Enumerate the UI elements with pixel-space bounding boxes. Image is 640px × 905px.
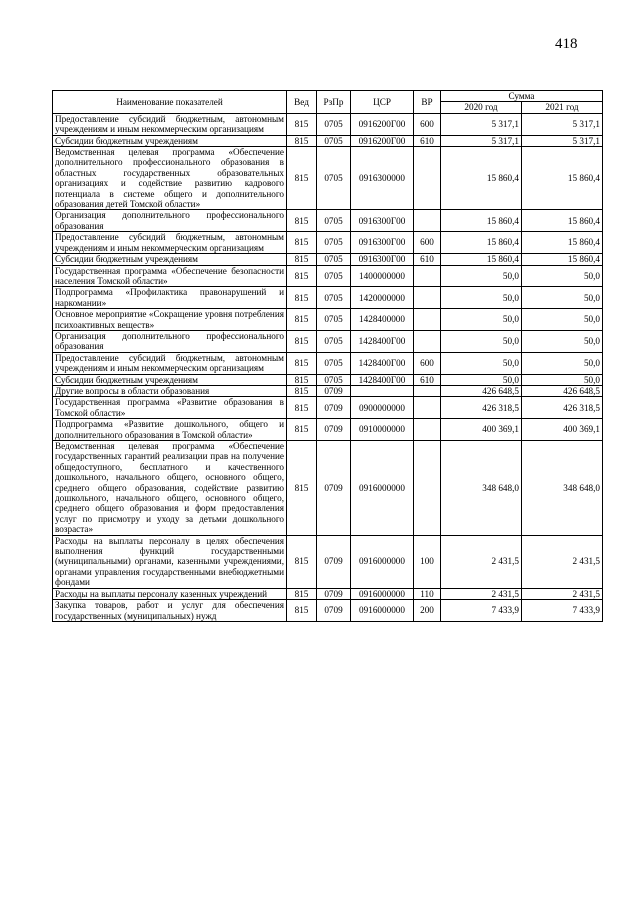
cell-sum-2021: 2 431,5 xyxy=(522,588,603,599)
table-row xyxy=(53,147,603,210)
cell-csr: 0916300Г00 xyxy=(351,254,414,265)
table-row xyxy=(53,397,603,419)
cell-sum-2021: 50,0 xyxy=(522,352,603,374)
cell-sum-2021: 50,0 xyxy=(522,265,603,287)
cell-csr: 1428400000 xyxy=(351,309,414,331)
cell-csr: 0916200Г00 xyxy=(351,135,414,146)
cell-name: Организация дополнительного профессионального образования xyxy=(53,330,287,352)
cell-vr: 100 xyxy=(414,535,441,588)
cell-ved: 815 xyxy=(287,535,317,588)
cell-vr xyxy=(414,385,441,396)
cell-csr: 0916300Г00 xyxy=(351,232,414,254)
cell-ved: 815 xyxy=(287,147,317,210)
budget-table xyxy=(52,90,603,622)
table-row xyxy=(53,265,603,287)
cell-name: Подпрограмма «Развитие дошкольного, общего и дополнительного образования в Томской области» xyxy=(53,419,287,441)
cell-sum-2021: 7 433,9 xyxy=(522,600,603,622)
cell-csr: 0910000000 xyxy=(351,419,414,441)
cell-name: Организация дополнительного профессионального образования xyxy=(53,210,287,232)
cell-name: Подпрограмма «Профилактика правонарушений и наркомании» xyxy=(53,287,287,309)
cell-vr xyxy=(414,419,441,441)
cell-vr xyxy=(414,210,441,232)
cell-rzpr: 0709 xyxy=(317,419,351,441)
table-row xyxy=(53,441,603,536)
table-body xyxy=(53,113,603,621)
cell-csr: 1428400Г00 xyxy=(351,352,414,374)
cell-rzpr: 0705 xyxy=(317,135,351,146)
cell-rzpr: 0709 xyxy=(317,600,351,622)
cell-vr: 200 xyxy=(414,600,441,622)
cell-name: Расходы на выплаты персоналу казенных учреждений xyxy=(53,588,287,599)
cell-ved: 815 xyxy=(287,254,317,265)
cell-name: Государственная программа «Развитие образования в Томской области» xyxy=(53,397,287,419)
cell-sum-2020: 15 860,4 xyxy=(441,254,522,265)
cell-sum-2020: 348 648,0 xyxy=(441,441,522,536)
cell-rzpr: 0709 xyxy=(317,397,351,419)
cell-csr: 0916000000 xyxy=(351,535,414,588)
cell-name: Субсидии бюджетным учреждениям xyxy=(53,135,287,146)
cell-rzpr: 0705 xyxy=(317,210,351,232)
cell-ved: 815 xyxy=(287,441,317,536)
cell-sum-2020: 5 317,1 xyxy=(441,113,522,135)
table-row xyxy=(53,588,603,599)
cell-csr: 0916000000 xyxy=(351,600,414,622)
cell-vr xyxy=(414,309,441,331)
cell-sum-2021: 50,0 xyxy=(522,309,603,331)
cell-sum-2021: 50,0 xyxy=(522,287,603,309)
cell-vr: 600 xyxy=(414,232,441,254)
table-row xyxy=(53,309,603,331)
cell-ved: 815 xyxy=(287,265,317,287)
cell-csr xyxy=(351,385,414,396)
cell-ved: 815 xyxy=(287,385,317,396)
cell-sum-2020: 400 369,1 xyxy=(441,419,522,441)
cell-ved: 815 xyxy=(287,232,317,254)
cell-ved: 815 xyxy=(287,352,317,374)
cell-csr: 1428400Г00 xyxy=(351,330,414,352)
cell-sum-2020: 426 318,5 xyxy=(441,397,522,419)
table-row xyxy=(53,330,603,352)
cell-vr xyxy=(414,397,441,419)
cell-csr: 1428400Г00 xyxy=(351,374,414,385)
cell-vr xyxy=(414,147,441,210)
cell-ved: 815 xyxy=(287,397,317,419)
cell-rzpr: 0705 xyxy=(317,309,351,331)
cell-sum-2020: 2 431,5 xyxy=(441,588,522,599)
table-row xyxy=(53,385,603,396)
cell-name: Расходы на выплаты персоналу в целях обеспечения выполнения функций государственными (муниципальными) органами, казенными учреждениями, органами управления государственными внебюджетными фондами xyxy=(53,535,287,588)
cell-rzpr: 0705 xyxy=(317,265,351,287)
header-vr: ВР xyxy=(414,91,441,114)
cell-sum-2021: 400 369,1 xyxy=(522,419,603,441)
cell-rzpr: 0705 xyxy=(317,352,351,374)
cell-rzpr: 0709 xyxy=(317,588,351,599)
cell-vr: 610 xyxy=(414,254,441,265)
cell-sum-2021: 348 648,0 xyxy=(522,441,603,536)
header-sum: Сумма xyxy=(441,91,603,102)
cell-sum-2020: 50,0 xyxy=(441,309,522,331)
cell-sum-2021: 50,0 xyxy=(522,374,603,385)
cell-rzpr: 0705 xyxy=(317,374,351,385)
cell-sum-2021: 5 317,1 xyxy=(522,113,603,135)
cell-vr: 600 xyxy=(414,352,441,374)
cell-ved: 815 xyxy=(287,588,317,599)
cell-ved: 815 xyxy=(287,135,317,146)
table-row xyxy=(53,419,603,441)
cell-ved: 815 xyxy=(287,287,317,309)
cell-ved: 815 xyxy=(287,309,317,331)
table-row xyxy=(53,374,603,385)
cell-sum-2020: 50,0 xyxy=(441,330,522,352)
header-rzpr: РзПр xyxy=(317,91,351,114)
table-row xyxy=(53,113,603,135)
cell-ved: 815 xyxy=(287,330,317,352)
cell-name: Ведомственная целевая программа «Обеспечение государственных гарантий реализации прав на получение общедоступного, бесплатного и качественного дошкольного, начального общего, основного общего, среднего общего образования, содействие развитию дошкольного, начального общего, основного общего, среднего общего образования и форм предоставления услуг по присмотру и уходу за детьми дошкольного возраста» xyxy=(53,441,287,536)
cell-sum-2021: 50,0 xyxy=(522,330,603,352)
cell-vr xyxy=(414,287,441,309)
cell-vr xyxy=(414,265,441,287)
cell-vr: 110 xyxy=(414,588,441,599)
cell-rzpr: 0709 xyxy=(317,535,351,588)
cell-ved: 815 xyxy=(287,113,317,135)
cell-sum-2020: 50,0 xyxy=(441,352,522,374)
table-row xyxy=(53,352,603,374)
cell-sum-2021: 15 860,4 xyxy=(522,147,603,210)
cell-sum-2020: 2 431,5 xyxy=(441,535,522,588)
cell-rzpr: 0709 xyxy=(317,385,351,396)
header-csr: ЦСР xyxy=(351,91,414,114)
cell-rzpr: 0705 xyxy=(317,232,351,254)
header-year-2021: 2021 год xyxy=(522,102,603,113)
cell-name: Предоставление субсидий бюджетным, автономным учреждениям и иным некоммерческим организациям xyxy=(53,232,287,254)
cell-sum-2020: 50,0 xyxy=(441,265,522,287)
cell-name: Другие вопросы в области образования xyxy=(53,385,287,396)
cell-name: Закупка товаров, работ и услуг для обеспечения государственных (муниципальных) нужд xyxy=(53,600,287,622)
cell-ved: 815 xyxy=(287,600,317,622)
cell-name: Государственная программа «Обеспечение безопасности населения Томской области» xyxy=(53,265,287,287)
header-year-2020: 2020 год xyxy=(441,102,522,113)
table-row xyxy=(53,600,603,622)
cell-sum-2020: 426 648,5 xyxy=(441,385,522,396)
cell-rzpr: 0705 xyxy=(317,287,351,309)
cell-ved: 815 xyxy=(287,419,317,441)
cell-sum-2020: 15 860,4 xyxy=(441,232,522,254)
cell-name: Предоставление субсидий бюджетным, автономным учреждениям и иным некоммерческим организациям xyxy=(53,113,287,135)
cell-rzpr: 0705 xyxy=(317,330,351,352)
cell-sum-2020: 5 317,1 xyxy=(441,135,522,146)
cell-vr xyxy=(414,330,441,352)
cell-sum-2020: 15 860,4 xyxy=(441,210,522,232)
table-row xyxy=(53,254,603,265)
table-header xyxy=(53,91,603,114)
cell-sum-2021: 15 860,4 xyxy=(522,232,603,254)
cell-vr: 610 xyxy=(414,374,441,385)
page-number: 418 xyxy=(555,36,578,52)
cell-sum-2020: 50,0 xyxy=(441,374,522,385)
cell-sum-2021: 426 648,5 xyxy=(522,385,603,396)
cell-csr: 1420000000 xyxy=(351,287,414,309)
cell-vr: 610 xyxy=(414,135,441,146)
cell-name: Ведомственная целевая программа «Обеспечение дополнительного профессионального образования в областных государственных образовательных организациях и содействие развитию кадрового потенциала в системе общего и дополнительного образования детей Томской области» xyxy=(53,147,287,210)
cell-sum-2020: 50,0 xyxy=(441,287,522,309)
cell-csr: 0916000000 xyxy=(351,588,414,599)
cell-ved: 815 xyxy=(287,210,317,232)
cell-csr: 0916200Г00 xyxy=(351,113,414,135)
cell-csr: 0916000000 xyxy=(351,441,414,536)
cell-rzpr: 0705 xyxy=(317,113,351,135)
cell-csr: 0916300Г00 xyxy=(351,210,414,232)
cell-rzpr: 0709 xyxy=(317,441,351,536)
cell-sum-2020: 7 433,9 xyxy=(441,600,522,622)
cell-sum-2021: 15 860,4 xyxy=(522,254,603,265)
table-row xyxy=(53,232,603,254)
cell-sum-2020: 15 860,4 xyxy=(441,147,522,210)
cell-csr: 0900000000 xyxy=(351,397,414,419)
cell-vr xyxy=(414,441,441,536)
cell-sum-2021: 2 431,5 xyxy=(522,535,603,588)
cell-vr: 600 xyxy=(414,113,441,135)
cell-name: Субсидии бюджетным учреждениям xyxy=(53,254,287,265)
header-name: Наименование показателей xyxy=(53,91,287,114)
cell-rzpr: 0705 xyxy=(317,254,351,265)
table-row xyxy=(53,535,603,588)
cell-name: Предоставление субсидий бюджетным, автономным учреждениям и иным некоммерческим организациям xyxy=(53,352,287,374)
cell-sum-2021: 5 317,1 xyxy=(522,135,603,146)
cell-ved: 815 xyxy=(287,374,317,385)
cell-csr: 1400000000 xyxy=(351,265,414,287)
header-ved: Вед xyxy=(287,91,317,114)
cell-csr: 0916300000 xyxy=(351,147,414,210)
cell-rzpr: 0705 xyxy=(317,147,351,210)
table-row xyxy=(53,210,603,232)
cell-sum-2021: 426 318,5 xyxy=(522,397,603,419)
cell-name: Субсидии бюджетным учреждениям xyxy=(53,374,287,385)
cell-name: Основное мероприятие «Сокращение уровня потребления психоактивных веществ» xyxy=(53,309,287,331)
cell-sum-2021: 15 860,4 xyxy=(522,210,603,232)
table-row xyxy=(53,135,603,146)
table-row xyxy=(53,287,603,309)
